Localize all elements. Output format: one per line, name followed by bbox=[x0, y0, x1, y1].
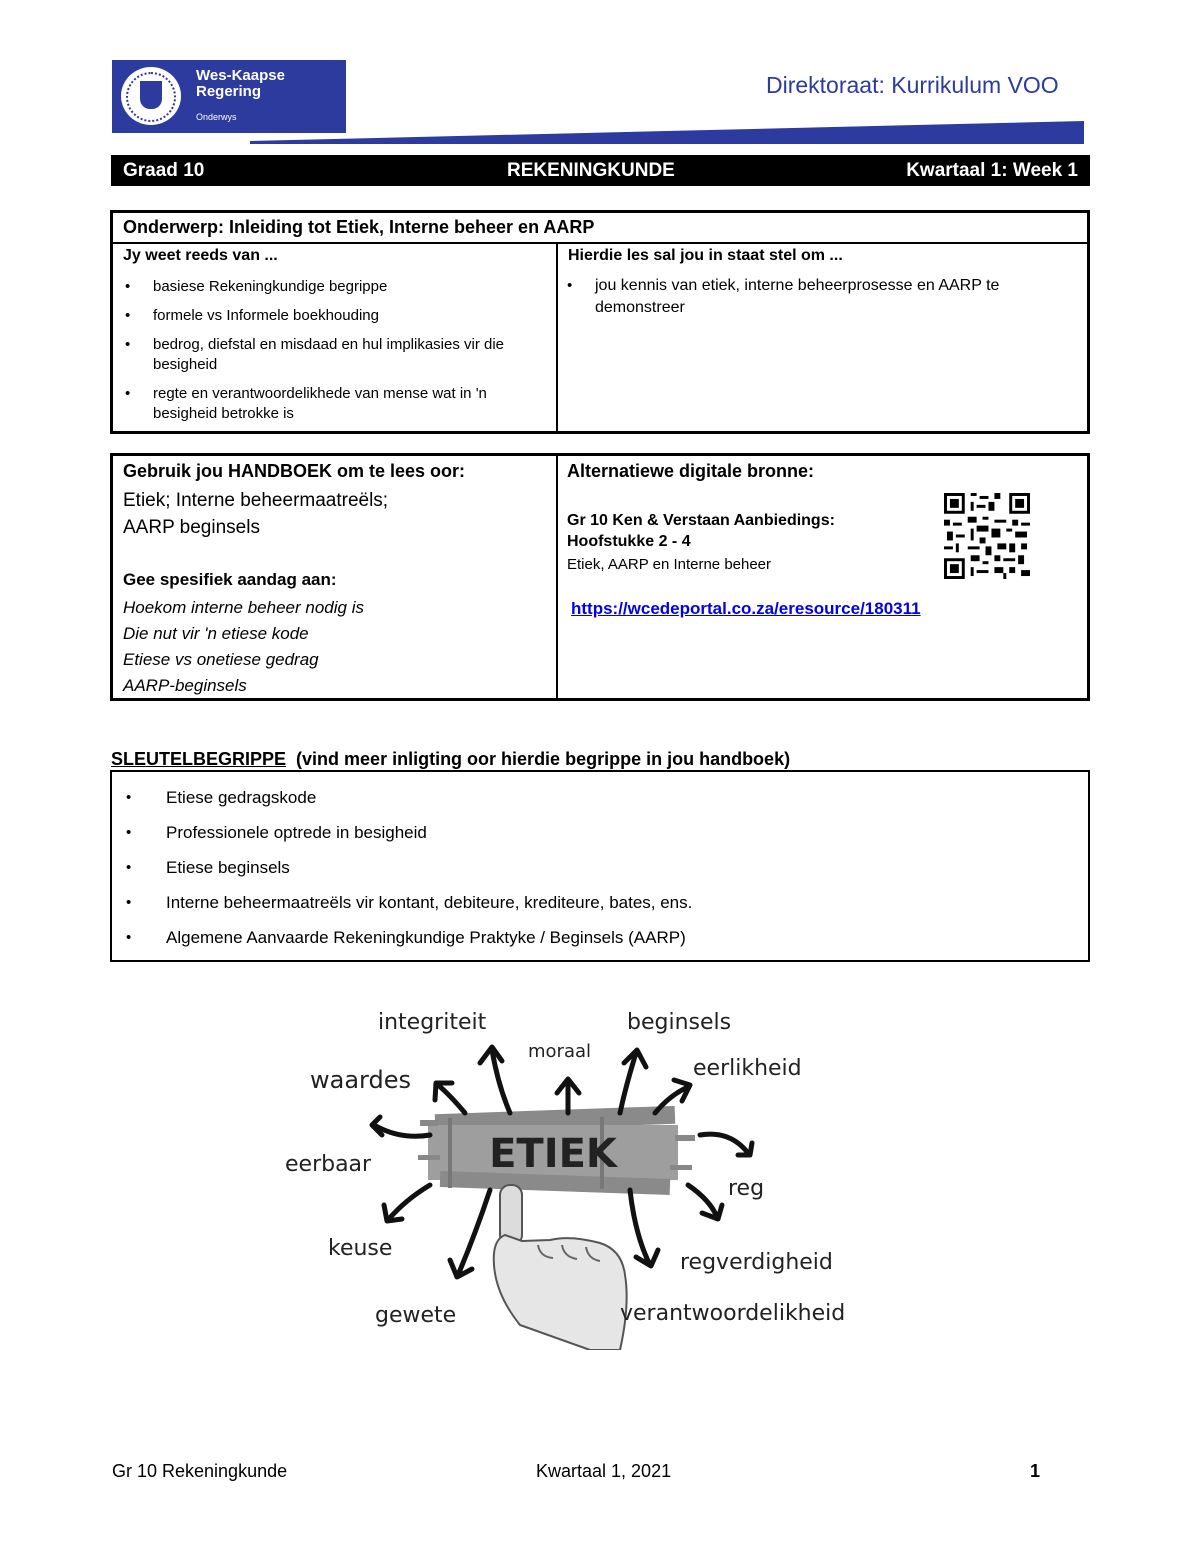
logo-line2: Regering bbox=[196, 83, 262, 100]
resource-description: Etiek, AARP en Interne beheer bbox=[567, 556, 772, 573]
column-divider bbox=[556, 456, 558, 698]
word-beginsels: beginsels bbox=[627, 1010, 732, 1035]
focus-item: Etiese vs onetiese gedrag bbox=[123, 650, 319, 669]
list-item: • Etiese beginsels bbox=[126, 858, 290, 877]
topic-table bbox=[110, 210, 1090, 434]
resource-title-line2: Hoofstukke 2 - 4 bbox=[567, 533, 691, 550]
word-regverdigheid: regverdigheid bbox=[680, 1250, 833, 1275]
list-item: • bedrog, diefstal en misdaad en hul implikasies vir die besigheid bbox=[125, 336, 505, 373]
wordcloud-center: ETIEK bbox=[489, 1131, 617, 1177]
textbook-line1: Etiek; Interne beheermaatreëls; bbox=[123, 490, 389, 511]
list-item: • Etiese gedragskode bbox=[126, 788, 317, 807]
lesson-outcome-heading: Hierdie les sal jou in staat stel om ... bbox=[568, 247, 843, 264]
directorate-title: Direktoraat: Kurrikulum VOO bbox=[766, 72, 1059, 98]
ethics-word-cloud bbox=[270, 995, 890, 1350]
key-concepts-list bbox=[118, 788, 1068, 963]
list-item: • basiese Rekeningkundige begrippe bbox=[125, 278, 388, 295]
list-item: • formele vs Informele boekhouding bbox=[125, 307, 379, 324]
page-number: 1 bbox=[1030, 1461, 1041, 1481]
word-gewete: gewete bbox=[375, 1303, 457, 1328]
logo-text bbox=[196, 68, 285, 100]
key-concepts-title bbox=[111, 749, 790, 770]
prior-knowledge-heading: Jy weet reeds van ... bbox=[123, 247, 278, 264]
grade-label: Graad 10 bbox=[123, 160, 205, 181]
logo-line1: Wes-Kaapse bbox=[196, 67, 285, 84]
resource-title-line1: Gr 10 Ken & Verstaan Aanbiedings: bbox=[567, 512, 835, 529]
list-item: • Professionele optrede in besigheid bbox=[126, 823, 427, 842]
word-reg: reg bbox=[728, 1176, 765, 1201]
key-concepts-subtitle: (vind meer inligting oor hierdie begrippe in jou handboek) bbox=[296, 749, 791, 769]
word-eerlikheid: eerlikheid bbox=[693, 1056, 802, 1081]
hand-icon bbox=[494, 1185, 627, 1350]
word-keuse: keuse bbox=[328, 1236, 393, 1261]
word-eerbaar: eerbaar bbox=[285, 1152, 372, 1177]
logo-dept: Onderwys bbox=[196, 112, 237, 122]
focus-item: Die nut vir 'n etiese kode bbox=[123, 624, 309, 643]
qr-code-icon bbox=[944, 493, 1030, 579]
list-item: • regte en verantwoordelikhede van mense wat in 'n besigheid betrokke is bbox=[125, 385, 487, 422]
focus-heading: Gee spesifiek aandag aan: bbox=[123, 570, 337, 589]
title-bar bbox=[111, 155, 1090, 186]
key-concepts-heading: SLEUTELBEGRIPPE bbox=[111, 749, 287, 769]
subject-label: REKENINGKUNDE bbox=[507, 160, 675, 181]
word-integriteit: integriteit bbox=[378, 1010, 487, 1035]
digital-resources-heading: Alternatiewe digitale bronne: bbox=[567, 461, 815, 481]
list-item: • Interne beheermaatreëls vir kontant, debiteure, krediteure, bates, ens. bbox=[126, 893, 693, 912]
lesson-outcome-list bbox=[559, 275, 1039, 328]
focus-list bbox=[123, 595, 364, 699]
focus-item: AARP-beginsels bbox=[123, 676, 247, 695]
prior-knowledge-list bbox=[117, 277, 553, 433]
coat-of-arms-icon bbox=[118, 64, 184, 128]
footer-center: Kwartaal 1, 2021 bbox=[536, 1461, 672, 1481]
column-divider bbox=[556, 244, 558, 434]
topic-heading: Onderwerp: Inleiding tot Etiek, Interne beheer en AARP bbox=[113, 213, 1087, 244]
focus-item: Hoekom interne beheer nodig is bbox=[123, 598, 364, 617]
textbook-line2: AARP beginsels bbox=[123, 517, 260, 538]
term-week-label: Kwartaal 1: Week 1 bbox=[906, 160, 1078, 181]
resource-link[interactable]: https://wcedeportal.co.za/eresource/180311 bbox=[571, 599, 921, 618]
list-item: • Algemene Aanvaarde Rekeningkundige Praktyke / Beginsels (AARP) bbox=[126, 928, 686, 947]
word-waardes: waardes bbox=[310, 1066, 411, 1094]
word-verantwoordelikheid: verantwoordelikheid bbox=[620, 1301, 846, 1326]
word-moraal: moraal bbox=[528, 1041, 592, 1062]
key-concepts-box bbox=[110, 770, 1090, 962]
reading-table bbox=[110, 453, 1090, 701]
header-accent-rule bbox=[250, 121, 1084, 144]
textbook-heading: Gebruik jou HANDBOEK om te lees oor: bbox=[123, 461, 466, 481]
footer-left: Gr 10 Rekeningkunde bbox=[112, 1461, 288, 1481]
list-item: • jou kennis van etiek, interne beheerprosesse en AARP te demonstreer bbox=[567, 277, 1000, 316]
